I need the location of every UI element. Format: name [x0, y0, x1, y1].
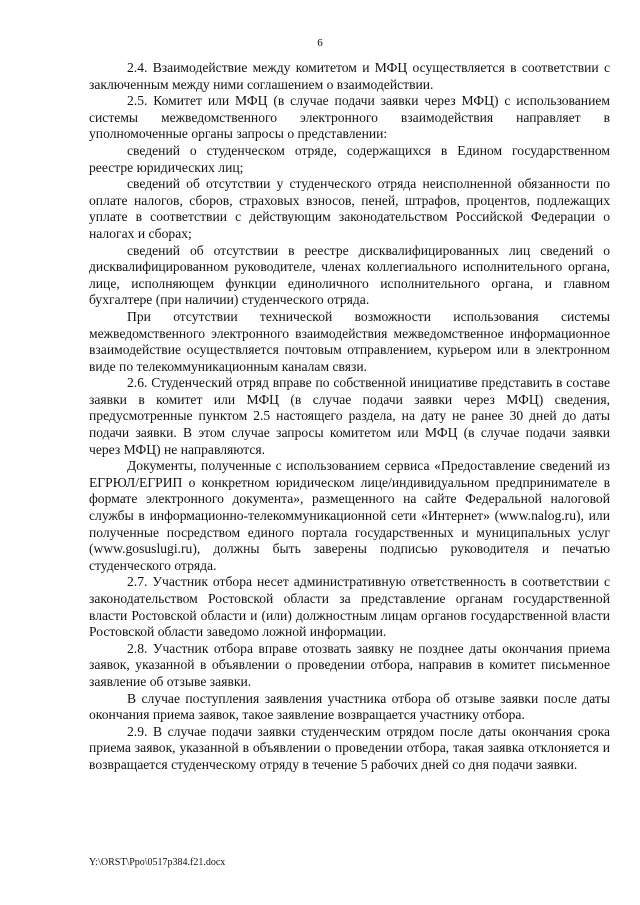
paragraph-2-7: 2.7. Участник отбора несет административную ответственность в соответствии с законодательством Ростовской области за представление органам государственной власти Ростовской области и (или) должностным лицам органов государственной власти Ростовской области заведомо ложной информации.	[89, 574, 610, 640]
paragraph-2-6: 2.6. Студенческий отряд вправе по собственной инициативе представить в составе заявки в комитет или МФЦ (в случае подачи заявки через МФЦ) сведения, предусмотренные пунктом 2.5 настоящего раздела, на дату не ранее 30 дней до даты подачи заявки. В этом случае запросы комитетом или МФЦ (в случае подачи заявки через МФЦ) не направляются.	[89, 375, 610, 457]
paragraph-2-5-no-technical-possibility: При отсутствии технической возможности использования системы межведомственного электронного взаимодействия межведомственное информационное взаимодействие осуществляется почтовым отправлением, курьером или в электронном виде по телекоммуникационным каналам связи.	[89, 308, 610, 374]
paragraph-2-5-item-egrul: сведений о студенческом отряде, содержащихся в Едином государственном реестре юридических лиц;	[89, 142, 610, 175]
paragraph-2-5: 2.5. Комитет или МФЦ (в случае подачи заявки через МФЦ) с использованием системы межведомственного электронного взаимодействия направляет в уполномоченные органы запросы о представлении:	[89, 93, 610, 142]
paragraph-2-5-item-taxes: сведений об отсутствии у студенческого отряда неисполненной обязанности по оплате налогов, сборов, страховых взносов, пеней, штрафов, процентов, подлежащих уплате в соответствии с действующим законодательством Российской Федерации о налогах и сборах;	[89, 176, 610, 241]
paragraph-2-6-documents: Документы, полученные с использованием сервиса «Предоставление сведений из ЕГРЮЛ/ЕГРИП о конкретном юридическом лице/индивидуальном предпринимателе в формате электронного документа», размещенного на сайте Федеральной налоговой службы в информационно-телекоммуникационной сети «Интернет» (www.nalog.ru), или полученные посредством единого портала государственных и муниципальных услуг (www.gosuslugi.ru), должны быть заверены подписью руководителя и печатью студенческого отряда.	[89, 458, 610, 573]
page-number: 6	[317, 37, 323, 49]
document-body	[89, 60, 610, 774]
paragraph-2-8: 2.8. Участник отбора вправе отозвать заявку не позднее даты окончания приема заявок, указанной в объявлении о проведении отбора, направив в комитет письменное заявление об отзыве заявки.	[89, 640, 610, 689]
paragraph-2-8-withdrawal-late: В случае поступления заявления участника отбора об отзыве заявки после даты окончания приема заявок, такое заявление возвращается участнику отбора.	[89, 690, 610, 723]
footer-file-path: Y:\ORST\Ppo\0517p384.f21.docx	[89, 857, 226, 868]
paragraph-2-4: 2.4. Взаимодействие между комитетом и МФЦ осуществляется в соответствии с заключенным между ними соглашением о взаимодействии.	[89, 60, 610, 92]
paragraph-2-9: 2.9. В случае подачи заявки студенческим отрядом после даты окончания срока приема заявок, указанной в объявлении о проведении отбора, такая заявка отклоняется и возвращается студенческому отряду в течение 5 рабочих дней со дня подачи заявки.	[89, 723, 610, 772]
paragraph-2-5-item-disqualified: сведений об отсутствии в реестре дисквалифицированных лиц сведений о дисквалифицированном руководителе, членах коллегиального исполнительного органа, лице, исполняющем функции единоличного исполнительного органа, и главном бухгалтере (при наличии) студенческого отряда.	[89, 242, 610, 308]
